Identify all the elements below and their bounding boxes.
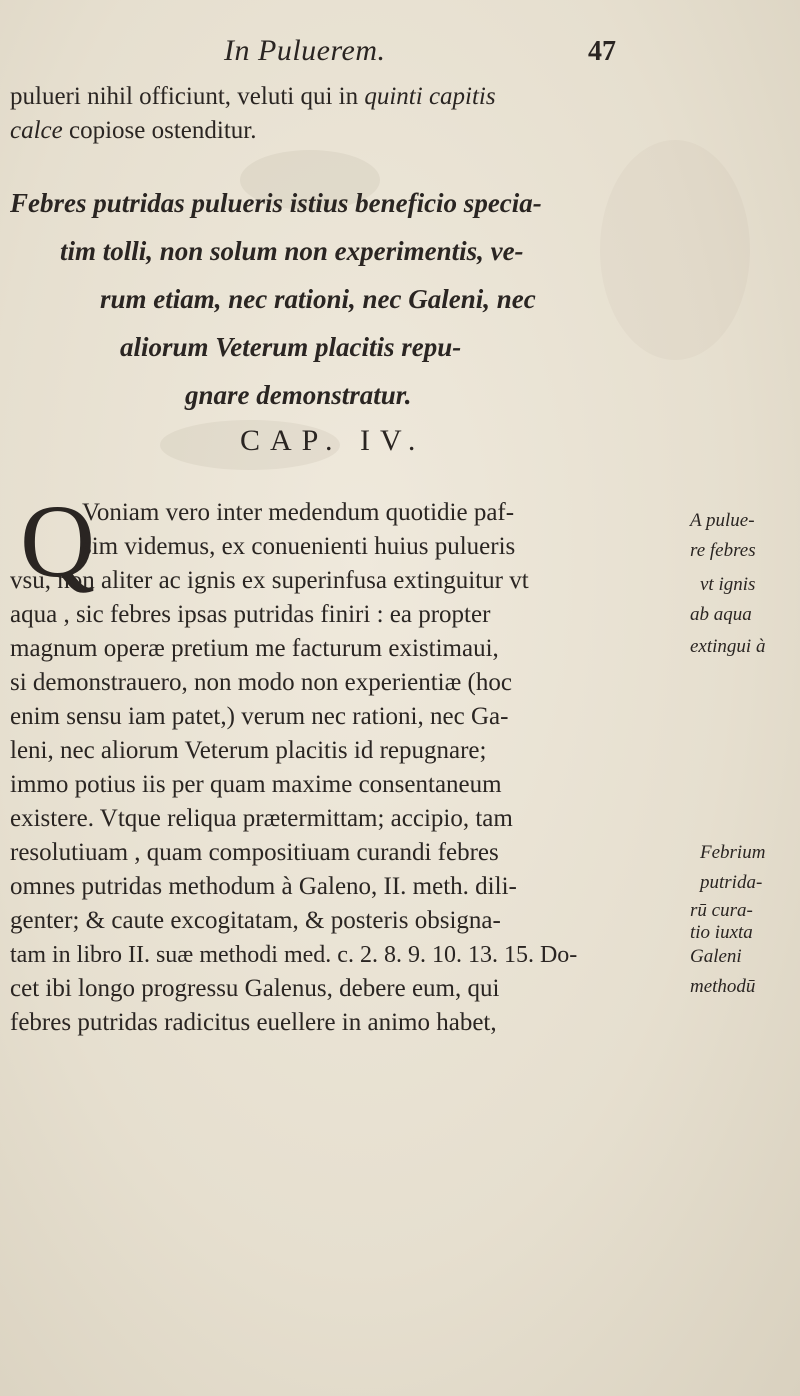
margin-note: extingui à (690, 636, 766, 657)
body-line: sim videmus, ex conuenienti huius pulueris (82, 533, 516, 560)
body-line: cet ibi longo progressu Galenus, debere eum, qui (10, 975, 500, 1002)
running-head: In Puluerem. (224, 34, 386, 67)
intro-line-2 (10, 116, 256, 146)
body-line: si demonstrauero, non modo non experientiæ (hoc (10, 669, 512, 696)
margin-note: re febres (690, 540, 756, 561)
intro-text: copiose ostenditur. (62, 117, 257, 144)
intro-italic: calce (10, 117, 63, 144)
summary-heading-line: aliorum Veterum placitis repu- (120, 332, 462, 362)
body-line: omnes putridas methodum à Galeno, II. meth. dili- (10, 873, 517, 900)
body-line: tam in libro II. suæ methodi med. c. 2. 8. 9. 10. 13. 15. Do- (10, 942, 578, 968)
margin-note: A pulue- (690, 510, 755, 531)
margin-note: rū cura- (690, 900, 753, 921)
body-line: leni, nec aliorum Veterum placitis id repugnare; (10, 737, 487, 764)
body-line: magnum operæ pretium me facturum existimaui, (10, 635, 499, 662)
summary-heading-line: rum etiam, nec rationi, nec Galeni, nec (100, 284, 536, 314)
margin-note: putrida- (700, 872, 763, 893)
paper-stain (600, 140, 750, 360)
summary-heading-line: Febres putridas pulueris istius beneficio specia- (10, 188, 542, 218)
body-line: resolutiuam , quam compositiuam curandi febres (10, 839, 499, 866)
intro-text: pulueri nihil officiunt, veluti qui in (10, 83, 365, 110)
intro-line-1 (10, 82, 496, 112)
drop-cap: Q (20, 484, 96, 599)
margin-note: tio iuxta (690, 922, 753, 943)
body-line: genter; & caute excogitatam, & posteris obsigna- (10, 907, 501, 934)
margin-note: vt ignis (700, 574, 756, 595)
body-line: enim sensu iam patet,) verum nec rationi, nec Ga- (10, 703, 509, 730)
margin-note: Galeni (690, 946, 742, 967)
summary-heading-line: tim tolli, non solum non experimentis, ve- (60, 236, 524, 266)
margin-note: Febrium (700, 842, 766, 863)
margin-note: methodū (690, 976, 756, 997)
body-line: aqua , sic febres ipsas putridas finiri : ea propter (10, 601, 491, 628)
page-number: 47 (588, 36, 616, 67)
body-line: Voniam vero inter medendum quotidie paf- (82, 499, 515, 526)
body-line: vsu, non aliter ac ignis ex superinfusa extinguitur vt (10, 567, 529, 594)
body-line: existere. Vtque reliqua prætermittam; accipio, tam (10, 805, 513, 832)
body-line: febres putridas radicitus euellere in animo habet, (10, 1009, 497, 1036)
summary-heading-line: gnare demonstratur. (185, 380, 412, 410)
chapter-label: CAP. IV. (240, 424, 426, 457)
margin-note: ab aqua (690, 604, 752, 625)
body-line: immo potius iis per quam maxime consentaneum (10, 771, 502, 798)
intro-italic: quinti capitis (364, 83, 496, 110)
